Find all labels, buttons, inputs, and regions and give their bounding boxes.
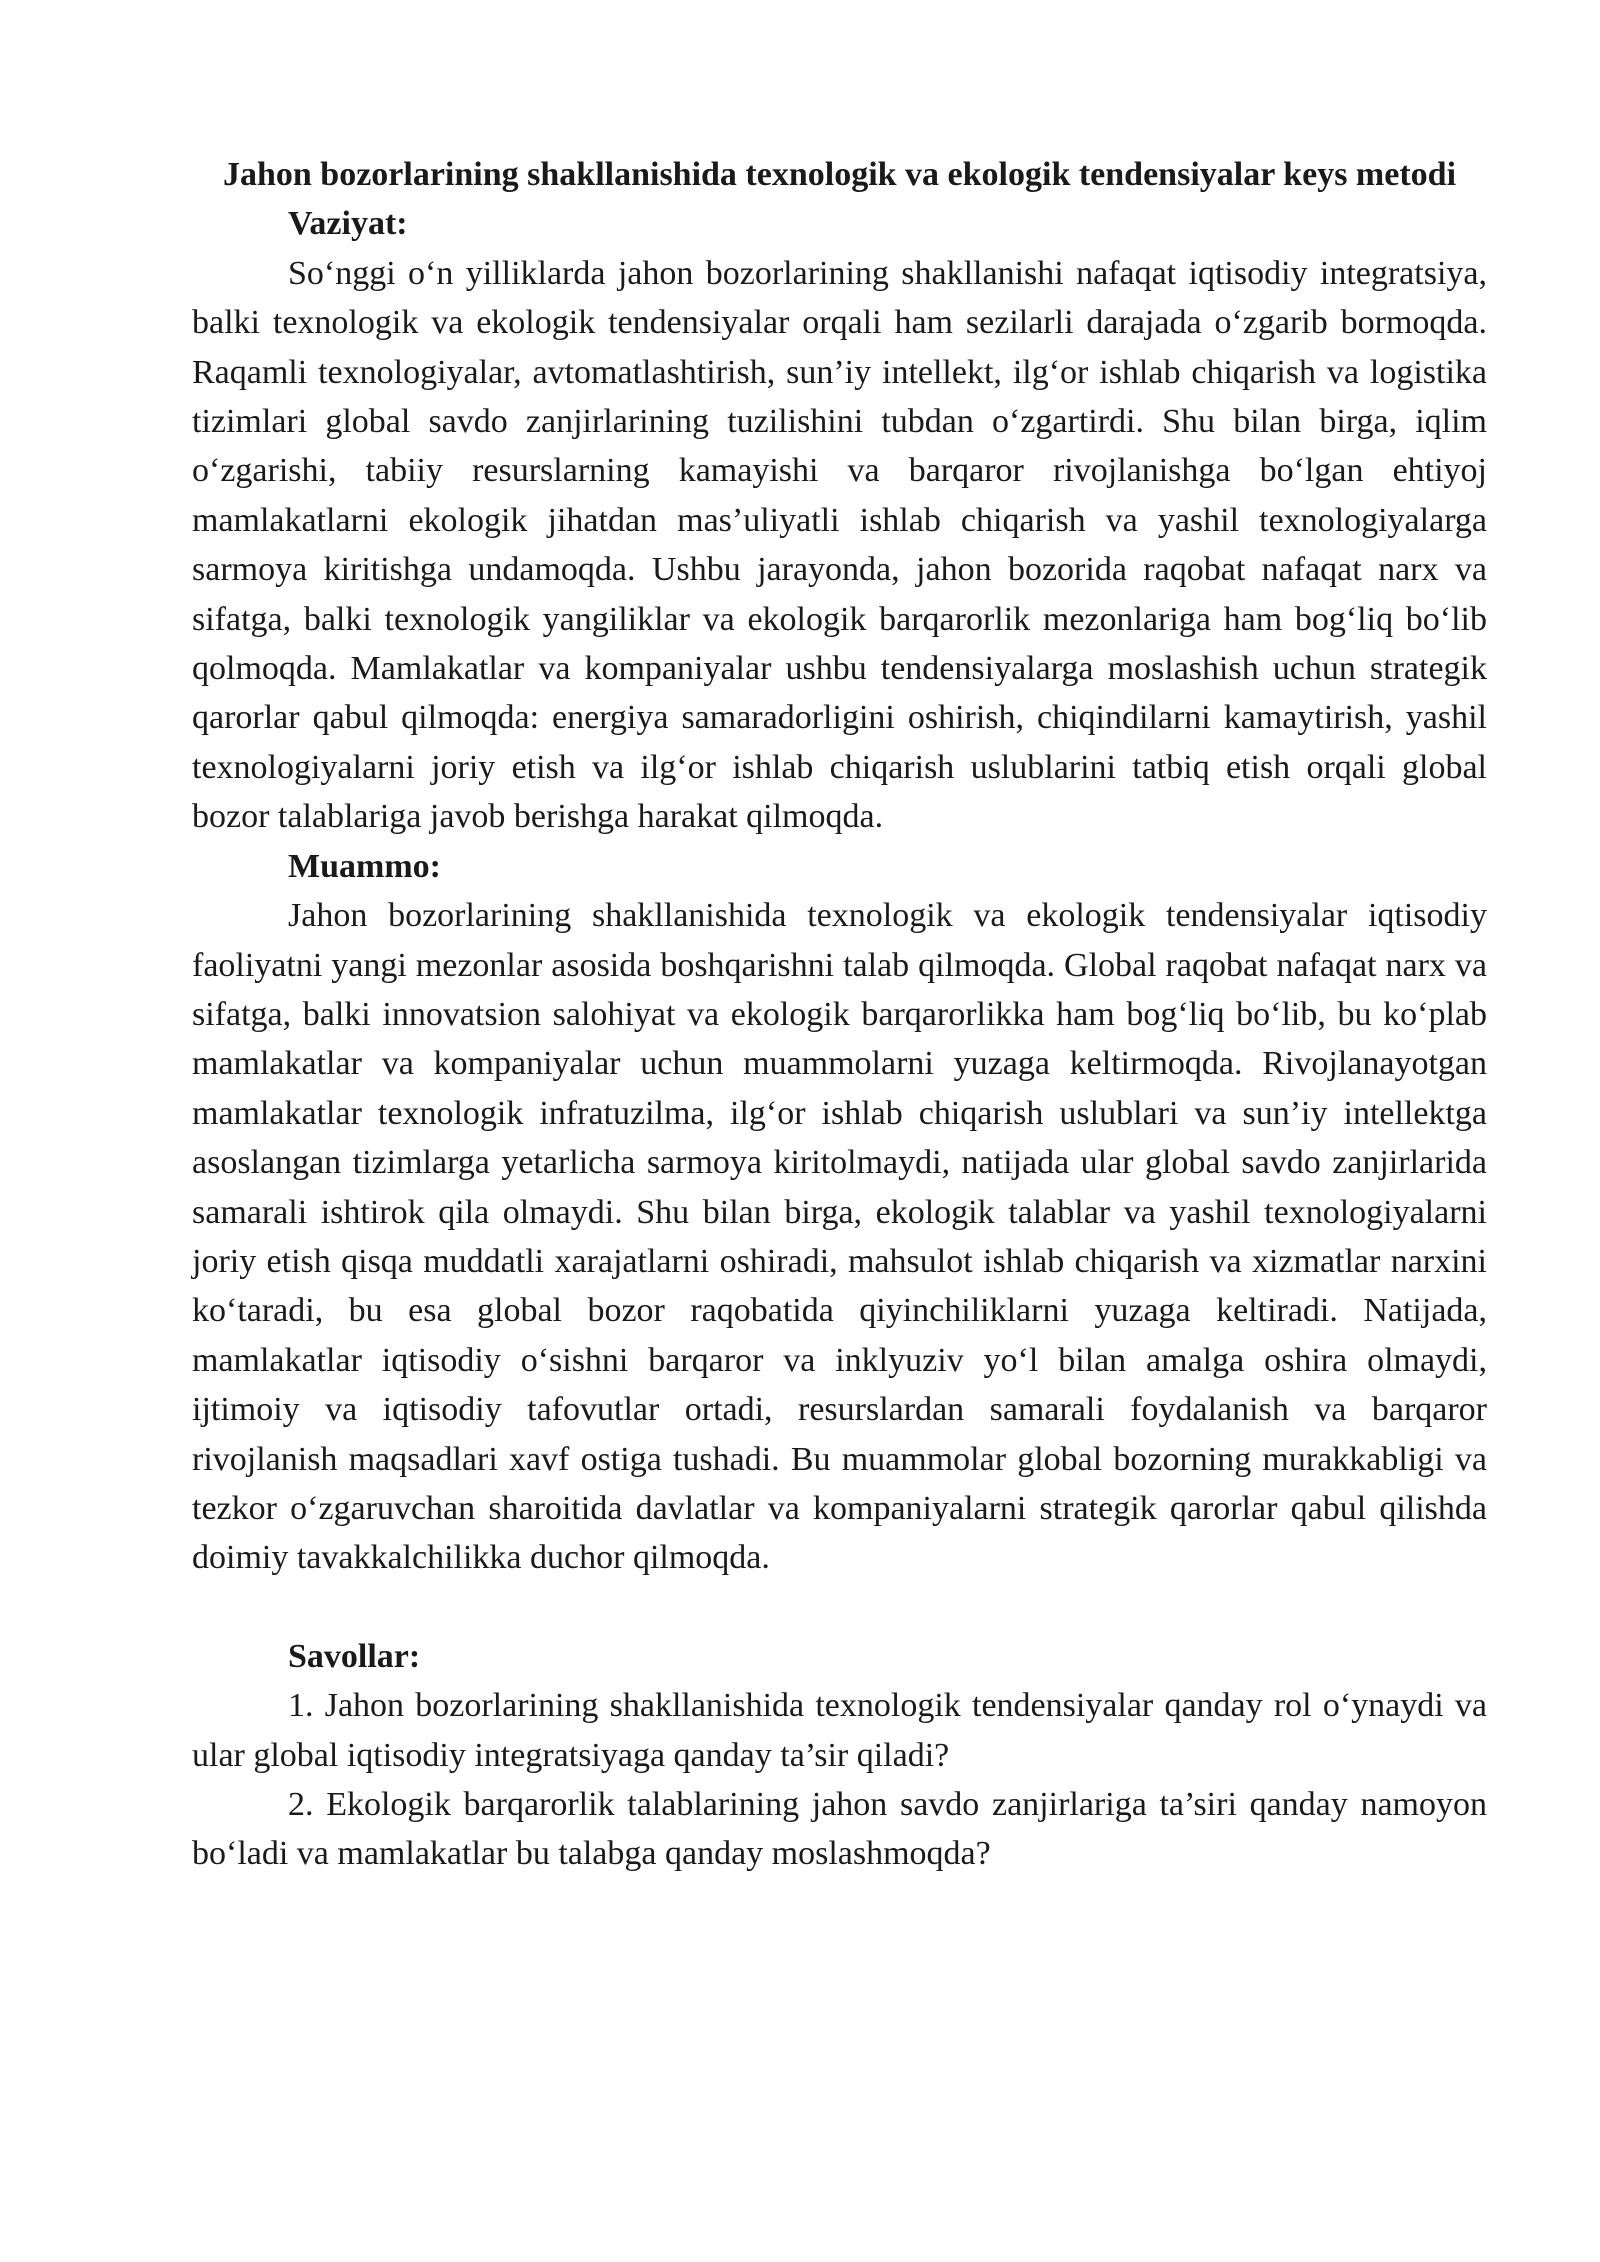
question-text: Ekologik barqarorlik talablarining jahon savdo zanjirlariga ta’siri qanday namoyon bo‘ladi va mamlakatlar bu talabga qanday moslashmoqda? (192, 1786, 1487, 1873)
section-heading-muammo: Muammo: (288, 847, 441, 885)
section-savollar (192, 1632, 1487, 1879)
question-number: 1. (288, 1687, 314, 1725)
section-heading-vaziyat: Vaziyat: (288, 205, 408, 243)
document-title: Jahon bozorlarining shakllanishida texnologik va ekologik tendensiyalar keys metodi (222, 156, 1457, 193)
section-muammo (192, 842, 1487, 1583)
section-heading-savollar: Savollar: (288, 1637, 421, 1675)
document-page (192, 150, 1487, 1879)
question-item (192, 1780, 1487, 1879)
section-vaziyat (192, 199, 1487, 841)
question-text: Jahon bozorlarining shakllanishida texnologik tendensiyalar qanday rol o‘ynaydi va ular global iqtisodiy integratsiyaga qanday ta’sir qiladi? (192, 1687, 1488, 1774)
section-text-muammo: Jahon bozorlarining shakllanishida texnologik va ekologik tendensiyalar iqtisodiy faoliyatni yangi mezonlar asosida boshqarishni talab qilmoqda. Global raqobat nafaqat narx va sifatga, balki innovatsion salohiyat va ekologik barqarorlikka ham bog‘liq bo‘lib, bu ko‘plab mamlakatlar va kompaniyalar uchun muammolarni yuzaga keltirmoqda. Rivojlanayotgan mamlakatlar texnologik infratuzilma, ilg‘or ishlab chiqarish uslublari va sun’iy intellektga asoslangan tizimlarga yetarlicha sarmoya kiritolmaydi, natijada ular global savdo zanjirlarida samarali ishtirok qila olmaydi. Shu bilan birga, ekologik talablar va yashil texnologiyalarni joriy etish qisqa muddatli xarajatlarni oshiradi, mahsulot ishlab chiqarish va xizmatlar narxini ko‘taradi, bu esa global bozor raqobatida qiyinchiliklarni yuzaga keltiradi. Natijada, mamlakatlar iqtisodiy o‘sishni barqaror va inklyuziv yo‘l bilan amalga oshira olmaydi, ijtimoiy va iqtisodiy tafovutlar ortadi, resurslardan samarali foydalanish va barqaror rivojlanish maqsadlari xavf ostiga tushadi. Bu muammolar global bozorning murakkabligi va tezkor o‘zgaruvchan sharoitida davlatlar va kompaniyalarni strategik qarorlar qabul qilishda doimiy tavakkalchilikka duchor qilmoqda. (192, 897, 1487, 1577)
section-spacer (192, 1583, 1487, 1632)
questions-list (192, 1681, 1487, 1879)
question-item (192, 1681, 1487, 1780)
section-text-vaziyat: So‘nggi o‘n yilliklarda jahon bozorlarining shakllanishi nafaqat iqtisodiy integratsiya, balki texnologik va ekologik tendensiyalar orqali ham sezilarli darajada o‘zgarib bormoqda. Raqamli texnologiyalar, avtomatlashtirish, sun’iy intellekt, ilg‘or ishlab chiqarish va logistika tizimlari global savdo zanjirlarining tuzilishini tubdan o‘zgartirdi. Shu bilan birga, iqlim o‘zgarishi, tabiiy resurslarning kamayishi va barqaror rivojlanishga bo‘lgan ehtiyoj mamlakatlarni ekologik jihatdan mas’uliyatli ishlab chiqarish va yashil texnologiyalarga sarmoya kiritishga undamoqda. Ushbu jarayonda, jahon bozorida raqobat nafaqat narx va sifatga, balki texnologik yangiliklar va ekologik barqarorlik mezonlariga ham bog‘liq bo‘lib qolmoqda. Mamlakatlar va kompaniyalar ushbu tendensiyalarga moslashish uchun strategik qarorlar qabul qilmoqda: energiya samaradorligini oshirish, chiqindilarni kamaytirish, yashil texnologiyalarni joriy etish va ilg‘or ishlab chiqarish uslublarini tatbiq etish orqali global bozor talablariga javob berishga harakat qilmoqda. (192, 254, 1487, 836)
question-number: 2. (288, 1786, 314, 1823)
